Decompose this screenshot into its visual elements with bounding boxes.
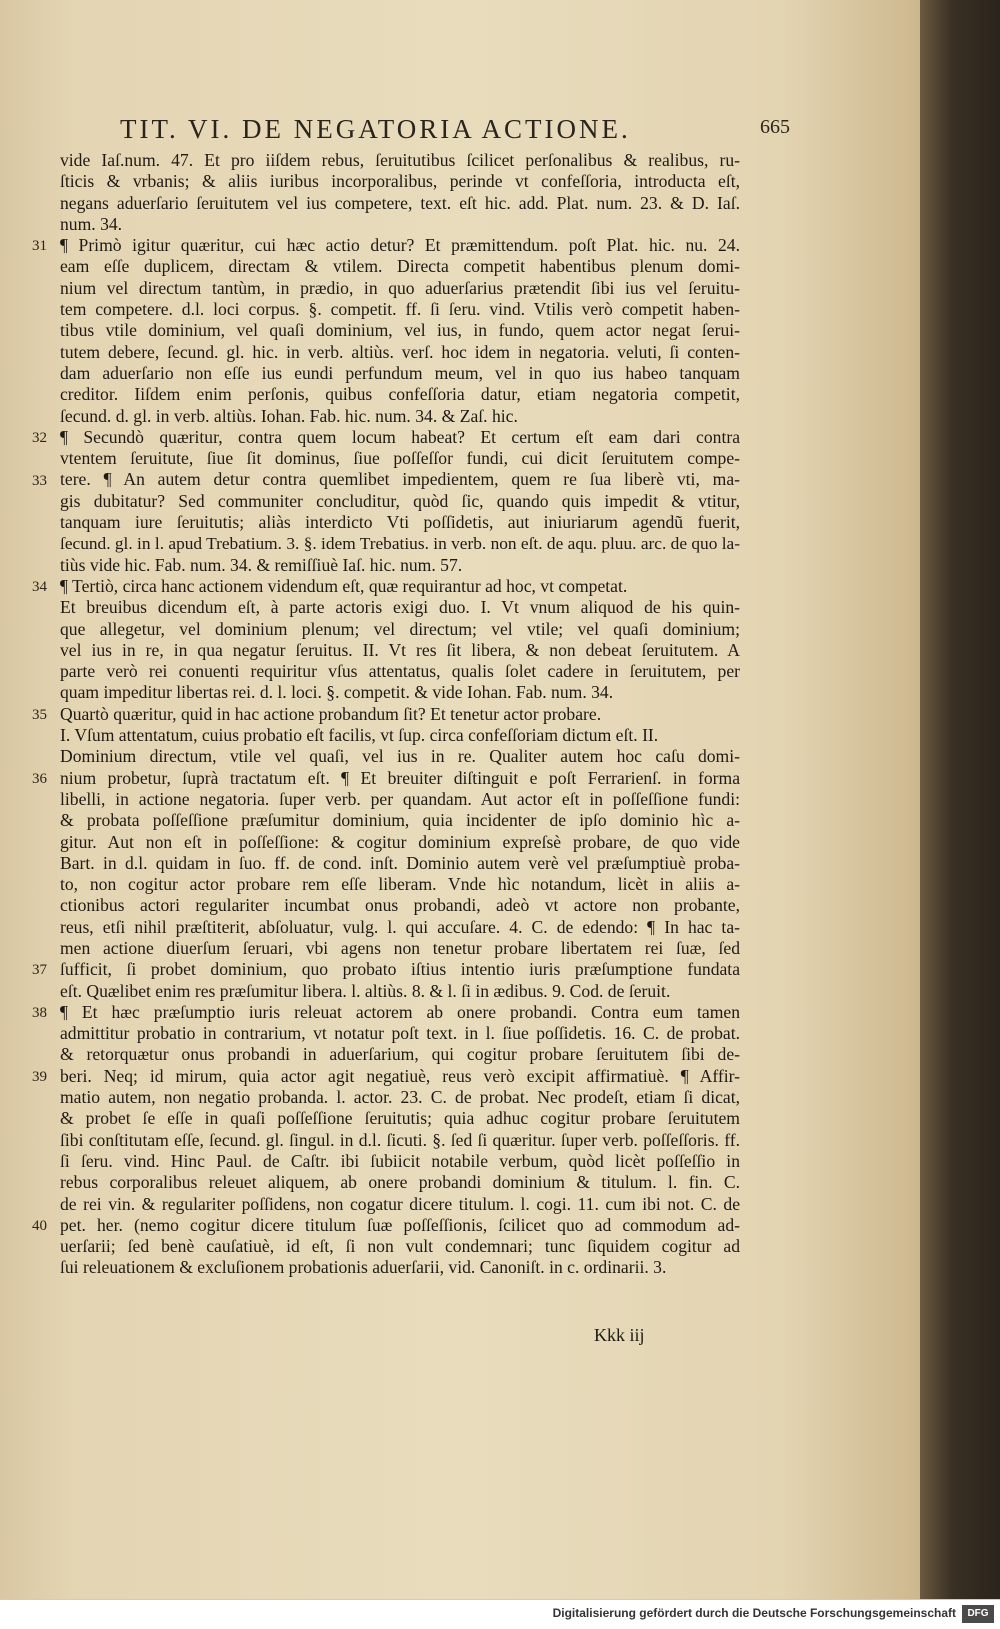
text-line: rebus corporalibus releuet aliquem, ab onere probandi dominium & titulum. l. fin. C. — [60, 1172, 740, 1193]
text-line: nium probetur, ſuprà tractatum eſt. ¶ Et breuiter diſtinguit e poſt Ferrarienſ. in forma — [60, 767, 740, 788]
text-line: beri. Neq; id mirum, quia actor agit negatiuè, reus verò excipit affirmatiuè. ¶ Affir- — [60, 1065, 740, 1086]
text-line: matio autem, non negatio probanda. l. actor. 23. C. de probat. Nec prodeſt, etiam ſi dicat, — [60, 1087, 740, 1108]
text-line: libelli, in actione negatoria. ſuper verb. per quandam. Aut actor eſt in poſſeſſione fundi: — [60, 788, 740, 809]
text-line: ſibi conſtitutam eſſe, ſecund. gl. ſingul. in d.l. ſicuti. §. ſed ſi quæritur. ſuper verb. poſſeſſoris. ff. — [60, 1129, 740, 1150]
footer-bar — [0, 1599, 1000, 1629]
text-line: quam impeditur libertas rei. d. l. loci. §. competit. & vide Iohan. Fab. num. 34. — [60, 682, 614, 703]
text-line: & probet ſe eſſe in quaſi poſſeſſione ſeruitutis; quia adhuc cogitur probare ſeruitutem — [60, 1108, 740, 1129]
text-line: Quartò quæritur, quid in hac actione probandum ſit? Et tenetur actor probare. — [60, 703, 602, 724]
text-line: tem competere. d.l. loci corpus. §. competit. ff. ſi ſeru. vind. Vtilis verò competit haben- — [60, 299, 740, 320]
text-line: de rei vin. & regulariter poſſidens, non cogatur dicere titulum. l. cogi. 11. cum ibi not. C. de — [60, 1193, 740, 1214]
text-line: ſecund. d. gl. in verb. altiùs. Iohan. Fab. hic. num. 34. & Zaſ. hic. — [60, 405, 518, 426]
text-line: eam eſſe duplicem, directam & vtilem. Directa competit habentibus plenum domi- — [60, 256, 740, 277]
margin-number: 39 — [32, 1068, 47, 1085]
text-line: negans aduerſario ſeruitutem vel ius competere, text. eſt hic. add. Plat. num. 23. & D. Iaſ. — [60, 192, 740, 213]
text-line: nium vel directum tantùm, in prædio, in quo aduerſarius prætendit ſibi ius vel ſeruitu- — [60, 277, 740, 298]
text-line: que allegetur, vel dominium plenum; vel directum; vel vtile; vel quaſi dominium; — [60, 618, 740, 639]
text-line: uerſarii; ſed benè cauſatiuè, id eſt, ſi non vult condemnari; tunc ſiquidem cogitur ad — [60, 1236, 740, 1257]
text-line: ſui releuationem & excluſionem probationis aduerſarii, vid. Canoniſt. in c. ordinarii. 3. — [60, 1257, 667, 1278]
text-line: to, non cogitur actor probare rem eſſe liberam. Vnde hìc notandum, licèt in aliis a- — [60, 874, 740, 895]
text-line: Dominium directum, vtile vel quaſi, vel ius in re. Qualiter autem hoc caſu domi- — [60, 746, 740, 767]
text-line: tibus vtile dominium, vel quaſi dominium, vel ius, in fundo, quem actor negat ſerui- — [60, 320, 740, 341]
text-line: tiùs vide hic. Fab. num. 34. & remiſſiuè Iaſ. hic. num. 57. — [60, 554, 463, 575]
text-line: parte verò rei conuenti requiritur vſus attentatus, qualis ſolet cadere in ſeruitutem, per — [60, 661, 740, 682]
text-line: ¶ Primò igitur quæritur, cui hæc actio detur? Et præmittendum. poſt Plat. hic. nu. 24. — [60, 235, 740, 256]
text-line: I. Vſum attentatum, cuius probatio eſt facilis, vt ſup. circa confeſſoriam dictum eſt. II. — [60, 725, 659, 746]
margin-number: 36 — [32, 770, 47, 787]
funding-credit: Digitalisierung gefördert durch die Deutsche Forschungsgemeinschaft — [552, 1606, 956, 1620]
margin-number: 37 — [32, 962, 47, 979]
text-line: pet. her. (nemo cogitur dicere titulum ſuæ poſſeſſionis, ſcilicet quo ad commodum ad- — [60, 1214, 740, 1235]
text-line: ſecund. gl. in l. apud Trebatium. 3. §. idem Trebatius. in verb. non eſt. de aqu. pluu. arc. de quo la- — [60, 534, 740, 554]
running-title: TIT. VI. DE NEGATORIA ACTIONE. — [120, 114, 631, 144]
text-line: creditor. Iiſdem enim perſonis, quibus confeſſoria datur, etiam negatoria competit, — [60, 384, 740, 405]
page-edge-stack — [920, 0, 1000, 1600]
text-line: men actione diuerſum ſeruari, vbi agens non tenetur probare libertatem rei ſuæ, ſed — [60, 937, 740, 958]
page-number: 665 — [760, 116, 790, 138]
margin-number: 38 — [32, 1005, 47, 1021]
signature-mark: Kkk iij — [594, 1325, 645, 1345]
text-line: ſticis & vrbanis; & aliis iuribus incorporalibus, perinde vt confeſſoria, introducta eſt, — [60, 171, 740, 192]
text-line: ctionibus actori regulariter incumbat onus probandi, adeò vt actore non probante, — [60, 895, 740, 916]
dfg-logo: DFG — [962, 1605, 994, 1623]
text-line: tanquam iure ſeruitutis; aliàs interdicto Vti poſſidetis, aut iniuriarum agendũ fuerit, — [60, 512, 740, 533]
text-line: vtentem ſeruitute, ſiue ſit dominus, ſiue poſſeſſor fundi, cui dicit ſeruitutem compe- — [60, 448, 740, 469]
margin-number: 34 — [32, 579, 47, 595]
margin-number: 33 — [32, 472, 47, 489]
text-line: vel ius in re, in qua negatur ſeruitus. II. Vt res ſit libera, & non debeat ſeruitutem. A — [60, 639, 740, 660]
text-line: ¶ Tertiò, circa hanc actionem videndum eſt, quæ requirantur ad hoc, vt competat. — [60, 575, 628, 596]
text-line: & probata poſſeſſione præſumitur dominium, quia incidenter de ipſo dominio hìc a- — [60, 810, 740, 831]
text-line: Bart. in d.l. quidam in ſuo. ff. de cond. inſt. Dominio autem verè vel præſumptiuè proba- — [60, 852, 740, 873]
margin-number: 32 — [32, 429, 47, 446]
text-line: admittitur probatio in contrarium, vt notatur poſt text. in l. ſiue poſſidetis. 16. C. de probat. — [60, 1023, 740, 1044]
margin-number: 35 — [32, 706, 47, 723]
text-line: gitur. Aut non eſt in poſſeſſione: & cogitur dominium expreſsè probare, de quo vide — [60, 831, 740, 852]
running-header — [120, 114, 790, 146]
text-line: ſi ſeru. vind. Hinc Paul. de Caſtr. ibi ſubiicit notabile verbum, quòd licèt poſſeſſio in — [60, 1150, 740, 1171]
text-line: & retorquætur onus probandi in aduerſarium, qui cogitur probare ſeruitutem ſibi de- — [60, 1044, 740, 1065]
text-line: gis dubitatur? Sed communiter concluditur, quòd ſic, quando quis impedit & vtitur, — [60, 490, 740, 511]
text-line: tere. ¶ An autem detur contra quemlibet impedientem, quem re ſua liberè vti, ma- — [60, 469, 740, 490]
text-line: Et breuibus dicendum eſt, à parte actoris exigi duo. I. Vt vnum aliquod de his quin- — [60, 597, 740, 618]
text-line: eſt. Quælibet enim res præſumitur libera. l. altiùs. 8. & l. ſi in ædibus. 9. Cod. de ſeruit. — [60, 980, 671, 1001]
text-line: tutem debere, ſecund. gl. hic. in verb. altiùs. verſ. hoc idem in negatoria. veluti, ſi conten- — [60, 341, 740, 362]
text-line: ſufficit, ſi probet dominium, quo probato iſtius intentio iuris præſumptione fundata — [60, 959, 740, 980]
text-line: num. 34. — [60, 213, 123, 234]
margin-number: 40 — [32, 1218, 47, 1234]
text-line: ¶ Et hæc præſumptio iuris releuat actorem ab onere probandi. Contra eum tamen — [60, 1001, 740, 1022]
text-line: ¶ Secundò quæritur, contra quem locum habeat? Et certum eſt eam dari contra — [60, 426, 740, 447]
margin-number: 31 — [32, 238, 47, 255]
body-text — [60, 150, 740, 1279]
text-line: dam aduerſario non eſſe ius eundi perfundum meum, vel in quo ius habeo tanquam — [60, 362, 740, 383]
text-line: reus, etſi nihil præſtiterit, abſoluatur, vulg. l. qui accuſare. 4. C. de edendo: ¶ In hac ta- — [60, 916, 740, 937]
text-line: vide Iaſ.num. 47. Et pro iiſdem rebus, ſeruitutibus ſcilicet perſonalibus & realibus, ru- — [60, 150, 740, 170]
